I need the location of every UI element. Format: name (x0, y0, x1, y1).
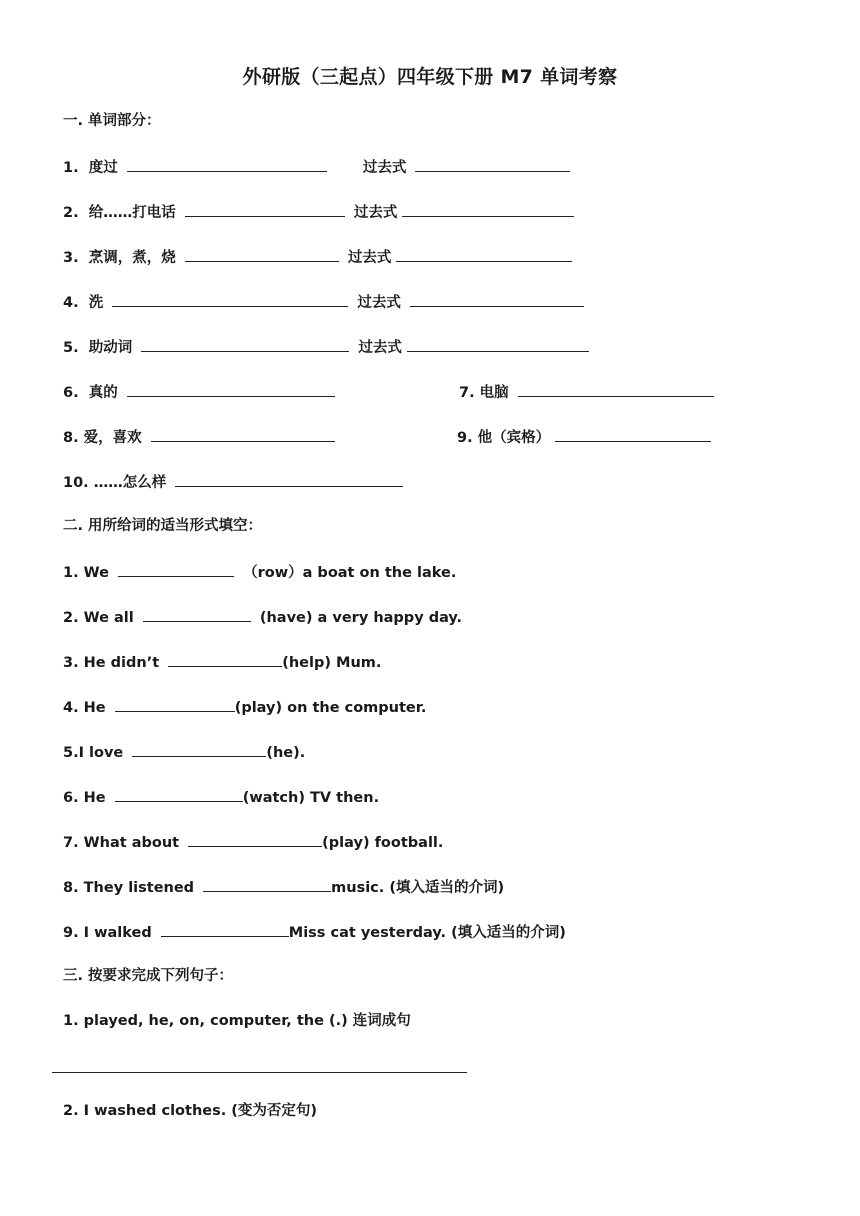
item-word: 度过 (88, 160, 118, 176)
past-tense-blank[interactable] (396, 245, 572, 262)
past-tense-label: 过去式 (358, 340, 402, 356)
rewrite-item-1: 1. played, he, on, computer, the (.) 连词成句 (63, 1013, 411, 1029)
answer-blank[interactable] (112, 290, 348, 307)
answer-blank[interactable] (115, 785, 243, 802)
item-word: ……怎么样 (93, 475, 167, 491)
vocab-item-1 (63, 155, 574, 177)
page-title: 外研版（三起点）四年级下册 M7 单词考察 (242, 66, 618, 88)
vocab-item-8 (63, 425, 339, 447)
answer-blank[interactable] (168, 650, 282, 667)
sentence-start: 7. What about (63, 835, 180, 851)
item-number: 6. (63, 385, 79, 401)
answer-blank[interactable] (203, 875, 331, 892)
sentence-start: 3. He didn’t (63, 655, 160, 671)
past-tense-label: 过去式 (353, 205, 398, 221)
vocab-item-9 (457, 425, 715, 447)
answer-blank[interactable] (185, 245, 339, 262)
sentence-start: 2. We all (63, 610, 134, 626)
past-tense-blank[interactable] (415, 155, 570, 172)
answer-line[interactable] (52, 1072, 467, 1073)
answer-blank[interactable] (127, 155, 327, 172)
past-tense-label: 过去式 (357, 295, 401, 311)
item-number: 9. (457, 430, 473, 446)
item-word: 洗 (88, 295, 104, 311)
item-word: 助动词 (88, 340, 133, 356)
sentence-start: 5.I love (63, 745, 124, 761)
answer-blank[interactable] (115, 695, 235, 712)
item-word: 爱，喜欢 (83, 430, 142, 446)
section1-heading: 一. 单词部分： (63, 113, 161, 129)
sentence-end: (help) Mum. (282, 655, 382, 671)
fill-item-6 (63, 785, 379, 807)
item-word: 电脑 (479, 385, 509, 401)
sentence-end: （row）a boat on the lake. (243, 565, 457, 581)
sentence-start: 1. We (63, 565, 109, 581)
fill-item-7 (63, 830, 443, 852)
answer-blank[interactable] (161, 920, 289, 937)
sentence-start: 6. He (63, 790, 106, 806)
answer-blank[interactable] (118, 560, 234, 577)
sentence-end: (he). (266, 745, 306, 761)
section2-heading: 二. 用所给词的适当形式填空： (63, 518, 263, 534)
past-tense-label: 过去式 (362, 160, 407, 176)
sentence-end: (play) football. (322, 835, 444, 851)
past-tense-blank[interactable] (402, 200, 574, 217)
item-number: 1. (63, 160, 79, 176)
answer-blank[interactable] (188, 830, 322, 847)
fill-item-5 (63, 740, 305, 762)
item-number: 8. (63, 430, 79, 446)
sentence-end: (play) on the computer. (234, 700, 427, 716)
sentence-end: music. (填入适当的介词) (331, 880, 505, 896)
rewrite-item-2: 2. I washed clothes. (变为否定句) (63, 1103, 318, 1119)
vocab-item-10 (63, 470, 407, 492)
past-tense-blank[interactable] (407, 335, 589, 352)
section3-heading: 三. 按要求完成下列句子： (63, 968, 234, 984)
item-number: 10. (63, 475, 89, 491)
item-word: 给……打电话 (88, 205, 176, 221)
vocab-item-5 (63, 335, 593, 357)
fill-item-8 (63, 875, 504, 897)
sentence-start: 4. He (63, 700, 106, 716)
sentence-end: (have) a very happy day. (259, 610, 463, 626)
fill-item-2 (63, 605, 462, 627)
answer-blank[interactable] (132, 740, 266, 757)
vocab-item-3 (63, 245, 576, 267)
item-number: 5. (63, 340, 79, 356)
vocab-item-7 (459, 380, 718, 402)
fill-item-4 (63, 695, 426, 717)
sentence-start: 8. They listened (63, 880, 195, 896)
vocab-item-4 (63, 290, 588, 312)
item-number: 4. (63, 295, 79, 311)
sentence-end: Miss cat yesterday. (填入适当的介词) (288, 925, 566, 941)
item-word: 他（宾格） (477, 430, 551, 446)
item-number: 7. (459, 385, 475, 401)
past-tense-label: 过去式 (347, 250, 392, 266)
item-number: 3. (63, 250, 79, 266)
sentence-start: 9. I walked (63, 925, 152, 941)
answer-blank[interactable] (555, 425, 711, 442)
answer-blank[interactable] (143, 605, 251, 622)
answer-blank[interactable] (175, 470, 403, 487)
vocab-item-6 (63, 380, 339, 402)
answer-blank[interactable] (151, 425, 335, 442)
answer-blank[interactable] (141, 335, 349, 352)
item-word: 烹调，煮，烧 (88, 250, 176, 266)
sentence-end: (watch) TV then. (242, 790, 380, 806)
vocab-item-2 (63, 200, 578, 222)
answer-blank[interactable] (127, 380, 335, 397)
fill-item-3 (63, 650, 381, 672)
item-word: 真的 (88, 385, 118, 401)
past-tense-blank[interactable] (410, 290, 584, 307)
item-number: 2. (63, 205, 79, 221)
fill-item-9 (63, 920, 566, 942)
answer-blank[interactable] (518, 380, 714, 397)
fill-item-1 (63, 560, 456, 582)
answer-blank[interactable] (185, 200, 345, 217)
